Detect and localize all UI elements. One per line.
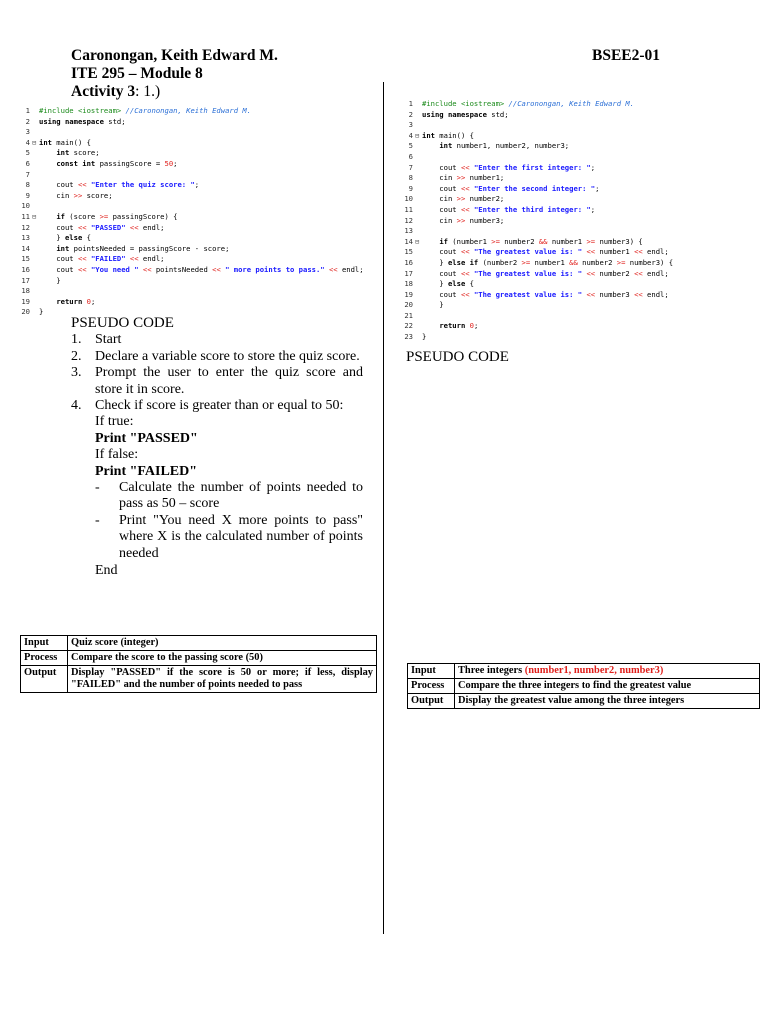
line-number: 14 — [404, 236, 413, 246]
fold-marker — [32, 170, 39, 181]
step-number: 1. — [71, 332, 82, 348]
code-line — [14, 148, 380, 159]
step-text: Declare a variable score to store the quiz score. — [95, 348, 360, 364]
left-pseudocode — [71, 315, 363, 580]
table-row — [408, 664, 760, 679]
code-line — [14, 265, 380, 276]
code-line — [14, 159, 380, 170]
code-line — [14, 170, 380, 181]
bullet-text: Print "You need X more points to pass" where X is the calculated number of points needed — [119, 512, 363, 561]
line-number: 5 — [408, 141, 413, 151]
line-number: 6 — [408, 151, 413, 161]
line-number: 11 — [21, 211, 30, 221]
code-text — [39, 127, 380, 138]
fold-marker — [32, 201, 39, 212]
code-line — [397, 300, 737, 311]
fold-marker — [415, 205, 422, 216]
line-number: 9 — [25, 190, 30, 200]
fold-marker — [415, 247, 422, 258]
ipo-value: Compare the three integers to find the greatest value — [455, 679, 760, 694]
code-text: cout << "Enter the quiz score: "; — [39, 180, 200, 190]
code-text: int main() { — [39, 137, 91, 147]
line-number: 20 — [21, 307, 30, 317]
code-text: if (number1 >= number2 && number1 >= number3) { — [439, 236, 643, 246]
step-text: Prompt the user to enter the quiz score and store it in score. — [95, 365, 363, 397]
code-line — [14, 138, 380, 149]
bullet-text: Calculate the number of points needed to pass as 50 – score — [119, 480, 363, 512]
line-number: 3 — [25, 127, 30, 137]
code-text — [422, 152, 737, 163]
code-text: const int passingScore = 50; — [56, 158, 178, 168]
table-row — [408, 679, 760, 694]
line-number: 8 — [408, 173, 413, 183]
fold-marker — [415, 99, 422, 110]
code-line — [397, 321, 737, 332]
code-text: using namespace std; — [39, 116, 126, 126]
code-text: return 0; — [439, 321, 479, 331]
code-text: } else { — [39, 233, 91, 243]
code-text: cout << "PASSED" << endl; — [39, 222, 165, 232]
fold-marker: ⊟ — [32, 211, 37, 221]
code-line — [397, 120, 737, 131]
line-number: 19 — [21, 296, 30, 306]
code-line — [397, 152, 737, 163]
ipo-value: Display the greatest value among the three integers — [455, 694, 760, 709]
step-text: Start — [95, 332, 122, 348]
code-line — [397, 279, 737, 290]
step-1 — [71, 332, 363, 348]
code-text: int number1, number2, number3; — [439, 141, 570, 151]
ipo-label: Output — [21, 666, 68, 693]
ipo-value: Display "PASSED" if the score is 50 or more; if less, display "FAILED" and the number of points needed to pass — [68, 666, 377, 693]
line-number: 21 — [404, 310, 413, 320]
if-false: If false: — [95, 447, 139, 463]
line-number: 2 — [25, 116, 30, 126]
print-passed: Print "PASSED" — [95, 430, 198, 446]
ipo-value: Compare the score to the passing score (50) — [68, 651, 377, 666]
code-line — [397, 163, 737, 174]
code-text — [422, 226, 737, 237]
code-line — [14, 286, 380, 297]
code-text — [39, 170, 380, 181]
ipo-label: Input — [21, 636, 68, 651]
right-code-screenshot — [397, 99, 737, 345]
code-text — [422, 120, 737, 131]
fold-marker: ⊟ — [415, 130, 420, 140]
code-text — [39, 201, 380, 212]
bullet-calculate — [95, 480, 363, 513]
code-text: cout << "Enter the first integer: "; — [422, 162, 596, 172]
fold-marker — [32, 223, 39, 234]
line-number: 6 — [25, 158, 30, 168]
table-row — [21, 666, 377, 693]
line-number: 20 — [404, 300, 413, 310]
fold-marker — [32, 191, 39, 202]
code-line — [397, 99, 737, 110]
line-number: 17 — [404, 268, 413, 278]
fold-marker — [415, 321, 422, 332]
code-line — [14, 244, 380, 255]
fold-marker — [32, 106, 39, 117]
code-text: cin >> number1; — [422, 173, 505, 183]
code-line — [14, 212, 380, 223]
code-text: return 0; — [56, 296, 96, 306]
ipo-label: Output — [408, 694, 455, 709]
fold-marker — [415, 269, 422, 280]
code-line — [397, 311, 737, 322]
line-number: 15 — [404, 247, 413, 257]
line-number: 22 — [404, 321, 413, 331]
fold-marker — [32, 117, 39, 128]
line-number: 18 — [404, 279, 413, 289]
code-text: cin >> number2; — [422, 194, 505, 204]
fold-marker — [32, 286, 39, 297]
step-number: 4. — [71, 398, 82, 414]
code-line — [14, 276, 380, 287]
code-text: } else if (number2 >= number1 && number2 >= number3) { — [422, 257, 674, 267]
step-end: End — [95, 563, 118, 579]
activity-number: : 1.) — [135, 83, 161, 100]
code-text: } — [422, 300, 444, 310]
code-text: #include <iostream> //Caronongan, Keith Edward M. — [39, 106, 252, 115]
code-line — [397, 226, 737, 237]
fold-marker — [32, 233, 39, 244]
code-line — [397, 110, 737, 121]
fold-marker — [32, 148, 39, 159]
fold-marker — [415, 290, 422, 301]
fold-marker — [415, 120, 422, 131]
fold-marker — [32, 159, 39, 170]
line-number: 2 — [408, 109, 413, 119]
code-line — [14, 201, 380, 212]
ipo-value: Quiz score (integer) — [68, 636, 377, 651]
course-module: ITE 295 – Module 8 — [71, 65, 203, 82]
code-line — [14, 180, 380, 191]
fold-marker: ⊟ — [415, 236, 420, 246]
fold-marker — [415, 173, 422, 184]
code-text: #include <iostream> //Caronongan, Keith Edward M. — [422, 99, 635, 108]
code-line — [14, 127, 380, 138]
print-failed: Print "FAILED" — [95, 463, 198, 479]
bullet-dash: - — [95, 480, 100, 496]
code-line — [14, 223, 380, 234]
ipo-input-vars: (number1, number2, number3) — [524, 665, 664, 676]
line-number: 17 — [21, 275, 30, 285]
table-row — [408, 694, 760, 709]
ipo-label: Input — [408, 664, 455, 679]
line-number: 16 — [21, 264, 30, 274]
fold-marker — [415, 152, 422, 163]
fold-marker — [32, 180, 39, 191]
line-number: 1 — [25, 106, 30, 115]
code-text: } — [39, 275, 61, 285]
step-3 — [71, 365, 363, 398]
bullet-dash: - — [95, 512, 100, 528]
section-code: BSEE2-01 — [592, 47, 661, 64]
line-number: 23 — [404, 332, 413, 342]
activity-heading — [71, 83, 160, 101]
code-text: } — [422, 332, 427, 342]
code-line — [397, 258, 737, 269]
column-divider — [383, 82, 384, 934]
line-number: 8 — [25, 180, 30, 190]
code-text: int pointsNeeded = passingScore - score; — [56, 243, 230, 253]
code-line — [397, 184, 737, 195]
line-number: 15 — [21, 254, 30, 264]
code-line — [397, 131, 737, 142]
right-pseudocode-title: PSEUDO CODE — [406, 349, 509, 365]
fold-marker — [32, 127, 39, 138]
code-text — [422, 311, 737, 322]
if-true: If true: — [95, 414, 134, 430]
code-text: } else { — [422, 279, 474, 289]
left-code-screenshot — [14, 106, 380, 317]
student-name: Caronongan, Keith Edward M. — [71, 47, 278, 64]
code-line — [397, 290, 737, 301]
code-line — [14, 297, 380, 308]
step-text: Check if score is greater than or equal to 50: — [95, 398, 344, 414]
fold-marker — [415, 110, 422, 121]
fold-marker — [415, 279, 422, 290]
ipo-label: Process — [21, 651, 68, 666]
code-text: cout << "Enter the third integer: "; — [422, 204, 596, 214]
right-ipo-table — [407, 663, 760, 709]
code-text: cout << "Enter the second integer: "; — [422, 183, 600, 193]
fold-marker — [32, 276, 39, 287]
code-line — [397, 237, 737, 248]
code-line — [397, 141, 737, 152]
code-line — [397, 173, 737, 184]
code-text: if (score >= passingScore) { — [56, 211, 178, 221]
code-line — [14, 117, 380, 128]
left-pseudocode-title: PSEUDO CODE — [71, 315, 174, 331]
table-row — [21, 651, 377, 666]
line-number: 16 — [404, 257, 413, 267]
line-number: 11 — [404, 204, 413, 214]
code-line — [14, 254, 380, 265]
fold-marker — [415, 311, 422, 322]
code-text: } — [39, 307, 44, 317]
line-number: 14 — [21, 243, 30, 253]
code-text: int score; — [56, 148, 100, 158]
line-number: 4 — [408, 130, 413, 140]
code-text: cin >> score; — [39, 190, 113, 200]
fold-marker — [32, 297, 39, 308]
code-line — [397, 205, 737, 216]
line-number: 7 — [408, 162, 413, 172]
step-number: 2. — [71, 348, 82, 364]
code-text: cin >> number3; — [422, 215, 505, 225]
line-number: 13 — [404, 226, 413, 236]
code-line — [397, 247, 737, 258]
fold-marker — [32, 307, 39, 318]
step-number: 3. — [71, 365, 82, 381]
fold-marker — [415, 194, 422, 205]
code-line — [397, 332, 737, 343]
line-number: 10 — [404, 194, 413, 204]
code-line — [14, 233, 380, 244]
code-line — [397, 216, 737, 227]
fold-marker — [415, 163, 422, 174]
fold-marker — [415, 226, 422, 237]
bullet-print — [95, 513, 363, 562]
fold-marker: ⊟ — [32, 137, 37, 147]
code-text: cout << "The greatest value is: " << number3 << endl; — [422, 289, 669, 299]
line-number: 7 — [25, 169, 30, 179]
line-number: 9 — [408, 183, 413, 193]
ipo-input-text: Three integers — [458, 665, 525, 676]
code-text: cout << "You need " << pointsNeeded << " more points to pass." << endl; — [39, 264, 364, 274]
line-number: 4 — [25, 137, 30, 147]
fold-marker — [415, 332, 422, 343]
table-row — [21, 636, 377, 651]
fold-marker — [415, 216, 422, 227]
fold-marker — [32, 244, 39, 255]
ipo-value — [455, 664, 760, 679]
line-number: 1 — [408, 99, 413, 108]
line-number: 12 — [404, 215, 413, 225]
step-4 — [71, 398, 363, 414]
line-number: 12 — [21, 222, 30, 232]
fold-marker — [32, 254, 39, 265]
step-2 — [71, 349, 363, 365]
code-line — [14, 191, 380, 202]
line-number: 13 — [21, 233, 30, 243]
line-number: 18 — [21, 286, 30, 296]
line-number: 3 — [408, 120, 413, 130]
fold-marker — [415, 184, 422, 195]
fold-marker — [32, 265, 39, 276]
code-text: cout << "The greatest value is: " << number2 << endl; — [422, 268, 669, 278]
fold-marker — [415, 141, 422, 152]
code-line — [397, 269, 737, 280]
fold-marker — [415, 300, 422, 311]
fold-marker — [415, 258, 422, 269]
activity-label: Activity 3 — [71, 83, 136, 100]
left-ipo-table — [20, 635, 377, 693]
code-line — [397, 194, 737, 205]
code-text — [39, 286, 380, 297]
code-text: cout << "The greatest value is: " << number1 << endl; — [422, 247, 669, 257]
line-number: 10 — [21, 201, 30, 211]
code-line — [14, 106, 380, 117]
code-text: int main() { — [422, 130, 474, 140]
code-text: cout << "FAILED" << endl; — [39, 254, 165, 264]
code-text: using namespace std; — [422, 109, 509, 119]
ipo-label: Process — [408, 679, 455, 694]
line-number: 5 — [25, 148, 30, 158]
line-number: 19 — [404, 289, 413, 299]
